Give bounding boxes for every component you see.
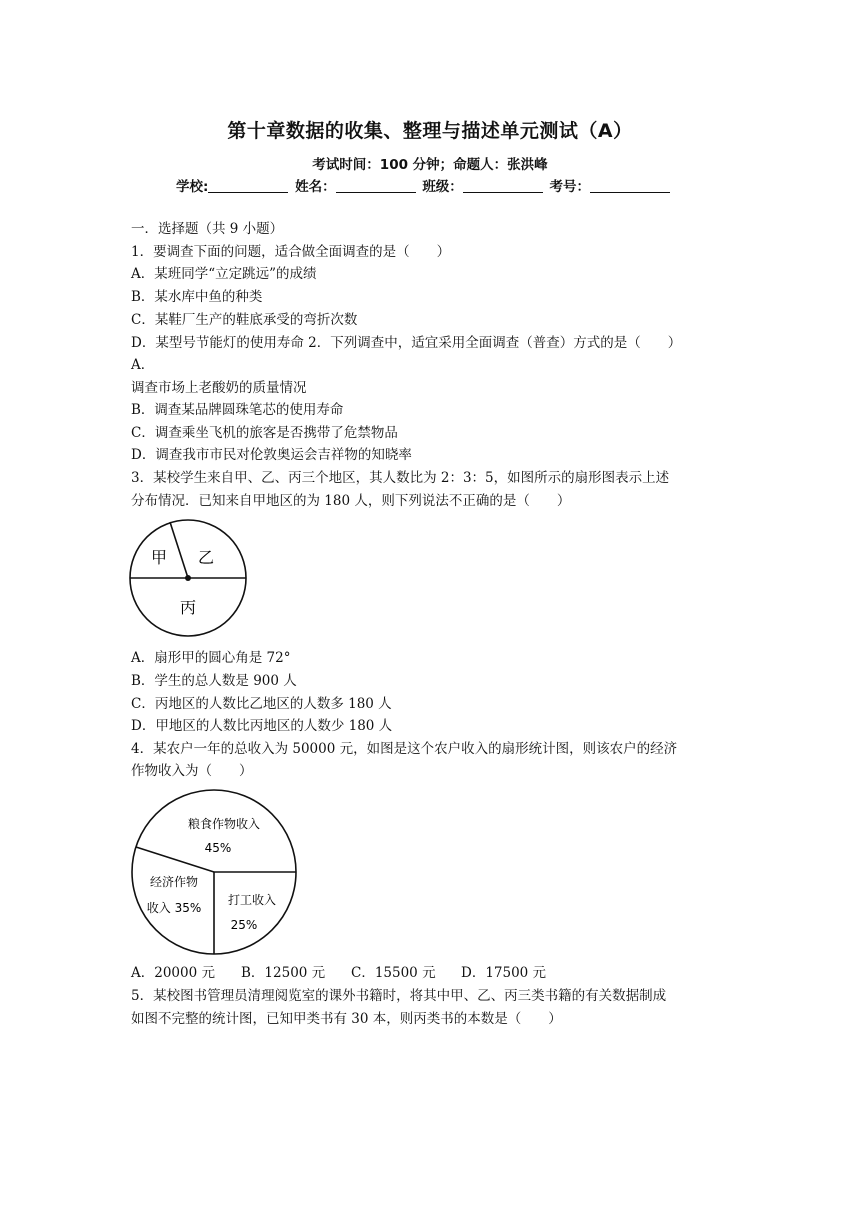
name-label: 姓名：	[295, 179, 336, 195]
school-blank[interactable]	[208, 178, 288, 193]
q3-label-jia: 甲	[150, 548, 168, 567]
q4-label-cash-name2: 收入 35%	[146, 901, 202, 915]
q2-option-a: 调查市场上老酸奶的质量情况	[131, 380, 307, 396]
q4-pie-figure	[128, 786, 300, 958]
q4-stem-line1: 4．某农户一年的总收入为 50000 元，如图是这个农户收入的扇形统计图，则该农户的经济	[131, 741, 678, 757]
q3-option-b: B．学生的总人数是 900 人	[131, 673, 297, 689]
q4-option-d: D．17500 元	[461, 965, 547, 981]
q1-option-b: B．某水库中鱼的种类	[131, 289, 263, 305]
q4-option-a: A．20000 元	[131, 965, 215, 981]
q3-pie-radius	[170, 522, 188, 578]
q5-stem-line1: 5．某校图书管理员清理阅览室的课外书籍时，将其中甲、乙、丙三类书籍的有关数据制成	[131, 988, 667, 1004]
q4-stem-line2: 作物收入为（ ）	[131, 763, 253, 779]
q5-stem-line2: 如图不完整的统计图，已知甲类书有 30 本，则丙类书的本数是（ ）	[131, 1011, 562, 1027]
q4-option-b: B．12500 元	[241, 965, 326, 981]
section-heading: 一．选择题（共 9 小题）	[131, 221, 284, 237]
q3-label-bing: 丙	[179, 598, 197, 617]
q4-label-work-name: 打工收入	[227, 893, 277, 907]
q3-option-d: D．甲地区的人数比丙地区的人数少 180 人	[131, 718, 393, 734]
q1-option-a: A．某班同学“立定跳远”的成绩	[131, 266, 317, 282]
q1-stem: 1．要调查下面的问题，适合做全面调查的是（ ）	[131, 244, 451, 260]
school-label: 学校:	[176, 179, 209, 195]
q4-pie-radius-left	[136, 847, 214, 872]
q1-option-c: C．某鞋厂生产的鞋底承受的弯折次数	[131, 312, 358, 328]
q4-option-c: C．15500 元	[351, 965, 436, 981]
exam-number-blank[interactable]	[590, 178, 670, 193]
name-blank[interactable]	[336, 178, 416, 193]
q1-option-d-q2-stem: D．某型号节能灯的使用寿命 2．下列调查中，适宜采用全面调查（普查）方式的是（ ）	[131, 335, 682, 351]
q4-label-grain-pct: 45%	[204, 841, 232, 855]
q2-option-c: C．调查乘坐飞机的旅客是否携带了危禁物品	[131, 425, 398, 441]
q3-label-yi: 乙	[197, 548, 215, 567]
page-title: 第十章数据的收集、整理与描述单元测试（A）	[227, 120, 633, 142]
class-blank[interactable]	[463, 178, 543, 193]
exam-subtitle: 考试时间：100 分钟；命题人：张洪峰	[312, 157, 548, 173]
q3-pie-center-dot	[185, 575, 191, 581]
q3-option-a: A．扇形甲的圆心角是 72°	[131, 650, 291, 666]
exam-number-label: 考号：	[549, 179, 591, 195]
q3-stem-line1: 3．某校学生来自甲、乙、丙三个地区，其人数比为 2：3：5，如图所示的扇形图表示上述	[131, 470, 670, 486]
q4-label-grain-name: 粮食作物收入	[187, 817, 261, 831]
q2-option-a-label: A．	[131, 357, 155, 373]
q2-option-b: B．调查某品牌圆珠笔芯的使用寿命	[131, 402, 344, 418]
student-info-fields	[176, 175, 736, 195]
q3-stem-line2: 分布情况．已知来自甲地区的为 180 人，则下列说法不正确的是（ ）	[131, 493, 571, 509]
q4-options-row	[131, 963, 546, 983]
class-label: 班级：	[422, 179, 463, 195]
q3-option-c: C．丙地区的人数比乙地区的人数多 180 人	[131, 696, 392, 712]
q4-label-work-pct: 25%	[230, 918, 258, 932]
q2-option-d: D．调查我市市民对伦敦奥运会吉祥物的知晓率	[131, 447, 412, 463]
q4-label-cash-name: 经济作物	[149, 875, 199, 889]
q3-pie-figure	[128, 518, 250, 640]
